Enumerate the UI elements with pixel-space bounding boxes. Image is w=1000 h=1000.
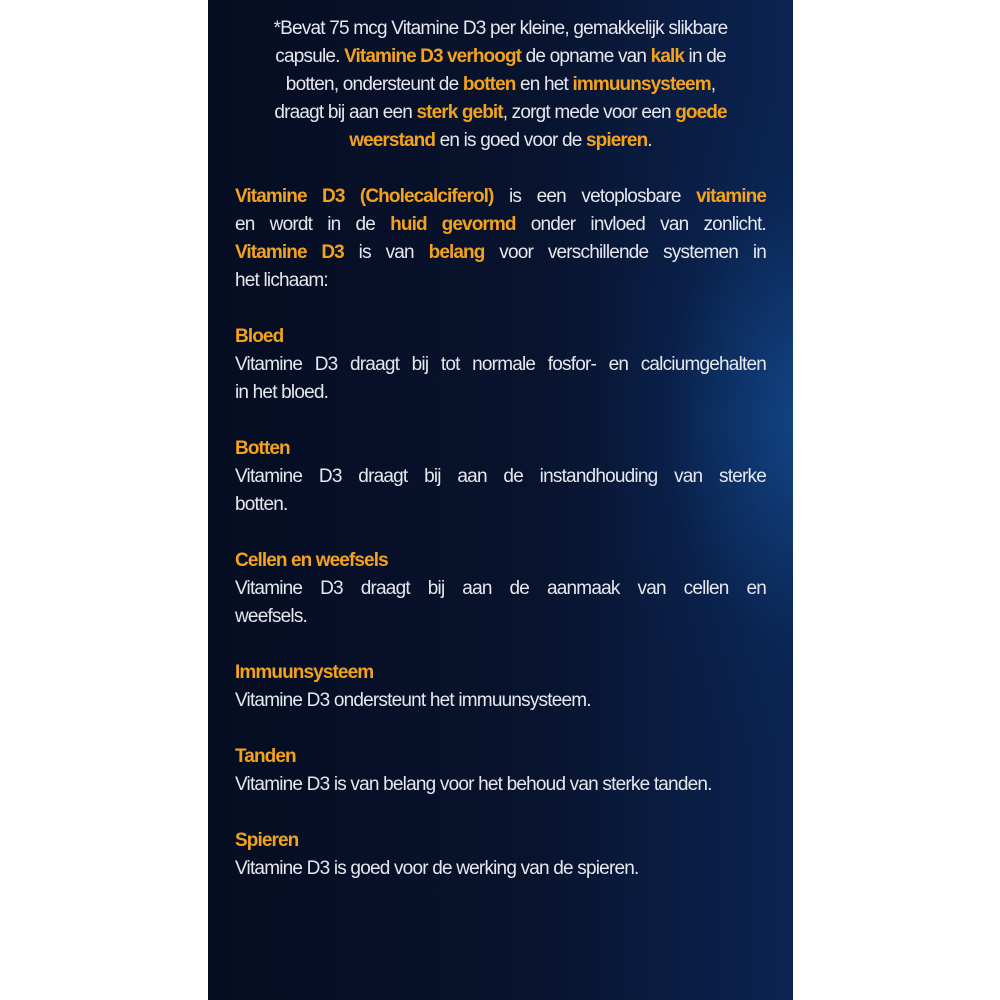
highlight: huid gevormd — [390, 214, 516, 235]
text: draagt bij aan een — [274, 102, 417, 123]
section-bloed — [235, 323, 766, 407]
text-line — [235, 127, 766, 155]
text-line — [235, 71, 766, 99]
section-text: Vitamine D3 draagt bij aan de aanmaak van cellen en — [235, 578, 766, 599]
section-title: Botten — [235, 438, 290, 459]
text: is van — [343, 242, 429, 263]
highlight: spieren — [586, 130, 648, 151]
section-immuunsysteem — [235, 659, 766, 715]
intro-paragraph — [235, 15, 766, 155]
product-info-panel — [208, 0, 793, 1000]
text: de opname van — [521, 46, 651, 67]
section-text: Vitamine D3 ondersteunt het immuunsysteem. — [235, 690, 591, 711]
about-paragraph — [235, 183, 766, 295]
text: en is goed voor de — [435, 130, 586, 151]
text: , — [710, 74, 716, 95]
highlight: botten — [462, 74, 516, 95]
text-line — [235, 211, 766, 239]
highlight: sterk gebit — [416, 102, 503, 123]
text: , zorgt mede voor een — [502, 102, 676, 123]
highlight: vitamine — [696, 186, 766, 207]
text: en wordt in de — [235, 214, 391, 235]
product-description — [235, 15, 766, 883]
text: in de — [684, 46, 726, 67]
text: . — [647, 130, 652, 151]
section-botten — [235, 435, 766, 519]
highlight: weerstand — [349, 130, 436, 151]
section-title: Tanden — [235, 746, 296, 767]
section-cellen — [235, 547, 766, 631]
section-text: botten. — [235, 494, 288, 515]
section-spieren — [235, 827, 766, 883]
section-text: in het bloed. — [235, 382, 329, 403]
section-text: Vitamine D3 draagt bij tot normale fosfor- en calciumgehalten — [235, 354, 766, 375]
text-line: *Bevat 75 mcg Vitamine D3 per kleine, gemakkelijk slikbare — [273, 18, 728, 39]
text: capsule. — [275, 46, 345, 67]
highlight: Vitamine D3 (Cholecalciferol) — [235, 186, 494, 207]
section-title: Immuunsysteem — [235, 662, 374, 683]
section-text: Vitamine D3 is van belang voor het behoud van sterke tanden. — [235, 774, 712, 795]
highlight: Vitamine D3 verhoogt — [344, 46, 522, 67]
text: en het — [515, 74, 573, 95]
highlight: belang — [428, 242, 485, 263]
text: onder invloed van zonlicht. — [515, 214, 766, 235]
text-line — [235, 239, 766, 267]
text-line — [235, 43, 766, 71]
text: is een vetoplosbare — [493, 186, 697, 207]
text-line — [235, 183, 766, 211]
text-line — [235, 99, 766, 127]
section-title: Bloed — [235, 326, 284, 347]
text: botten, ondersteunt de — [285, 74, 463, 95]
section-tanden — [235, 743, 766, 799]
text-line: het lichaam: — [235, 270, 328, 291]
text: voor verschillende systemen in — [484, 242, 767, 263]
highlight: Vitamine D3 — [235, 242, 344, 263]
highlight: immuunsysteem — [572, 74, 711, 95]
section-title: Spieren — [235, 830, 299, 851]
section-title: Cellen en weefsels — [235, 550, 388, 571]
section-text: Vitamine D3 draagt bij aan de instandhouding van sterke — [235, 466, 766, 487]
section-text: Vitamine D3 is goed voor de werking van de spieren. — [235, 858, 639, 879]
highlight: goede — [675, 102, 727, 123]
highlight: kalk — [650, 46, 685, 67]
section-text: weefsels. — [235, 606, 308, 627]
